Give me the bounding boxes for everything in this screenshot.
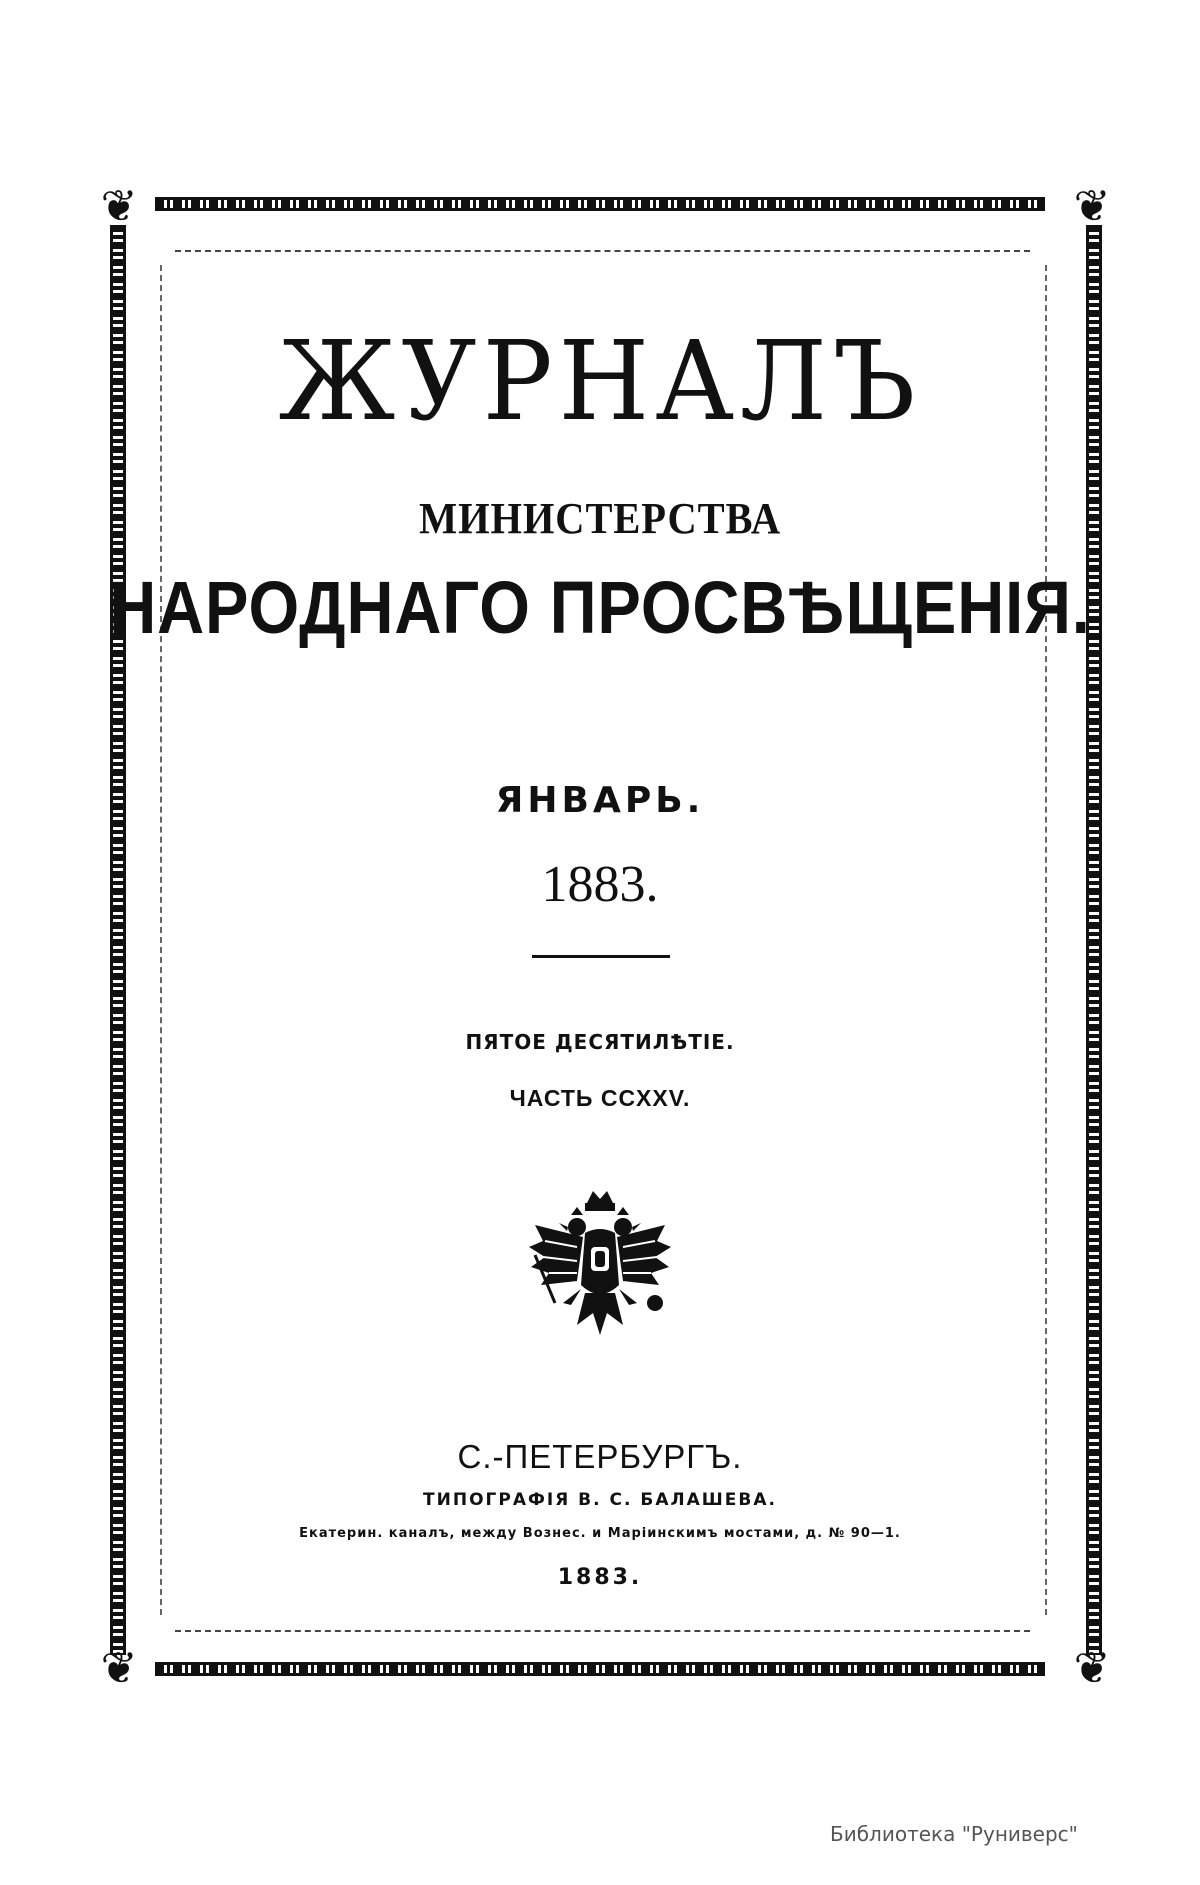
enlightenment-subtitle: НАРОДНАГО ПРОСВѢЩЕНІЯ. [109,566,1091,649]
divider-rule [532,955,670,958]
imprint-address: Екатерин. каналъ, между Вознес. и Маріинскимъ мостами, д. № 90—1. [299,1526,901,1541]
inner-frame-bottom [175,1630,1030,1632]
imprint-printer: ТИПОГРАФІЯ В. С. БАЛАШЕВА. [423,1490,777,1510]
series-part: ЧАСТЬ CCXXV. [509,1085,691,1111]
double-headed-eagle-icon [515,1185,685,1360]
ornamental-border-bottom [155,1662,1045,1676]
journal-title: ЖУРНАЛЪ [278,316,922,446]
ornamental-border-top [155,197,1045,211]
inner-frame-top [175,250,1030,252]
corner-ornament-icon: ❦ [1073,1643,1111,1694]
corner-ornament-icon: ❦ [100,1643,138,1694]
inner-frame-right [1045,265,1047,1615]
imprint-year: 1883. [557,1565,643,1590]
imprint-city: С.-ПЕТЕРБУРГЪ. [457,1438,743,1475]
ministry-subtitle: МИНИСТЕРСТВА [418,494,782,543]
issue-year: 1883. [541,856,659,913]
corner-ornament-icon: ❦ [1073,181,1111,232]
issue-month: ЯНВАРЬ. [495,780,705,821]
library-watermark: Библиотека "Руниверс" [830,1822,1078,1846]
inner-frame-left [160,265,162,1615]
corner-ornament-icon: ❦ [100,181,138,232]
series-decade: ПЯТОЕ ДЕСЯТИЛѢТІЕ. [465,1030,735,1054]
